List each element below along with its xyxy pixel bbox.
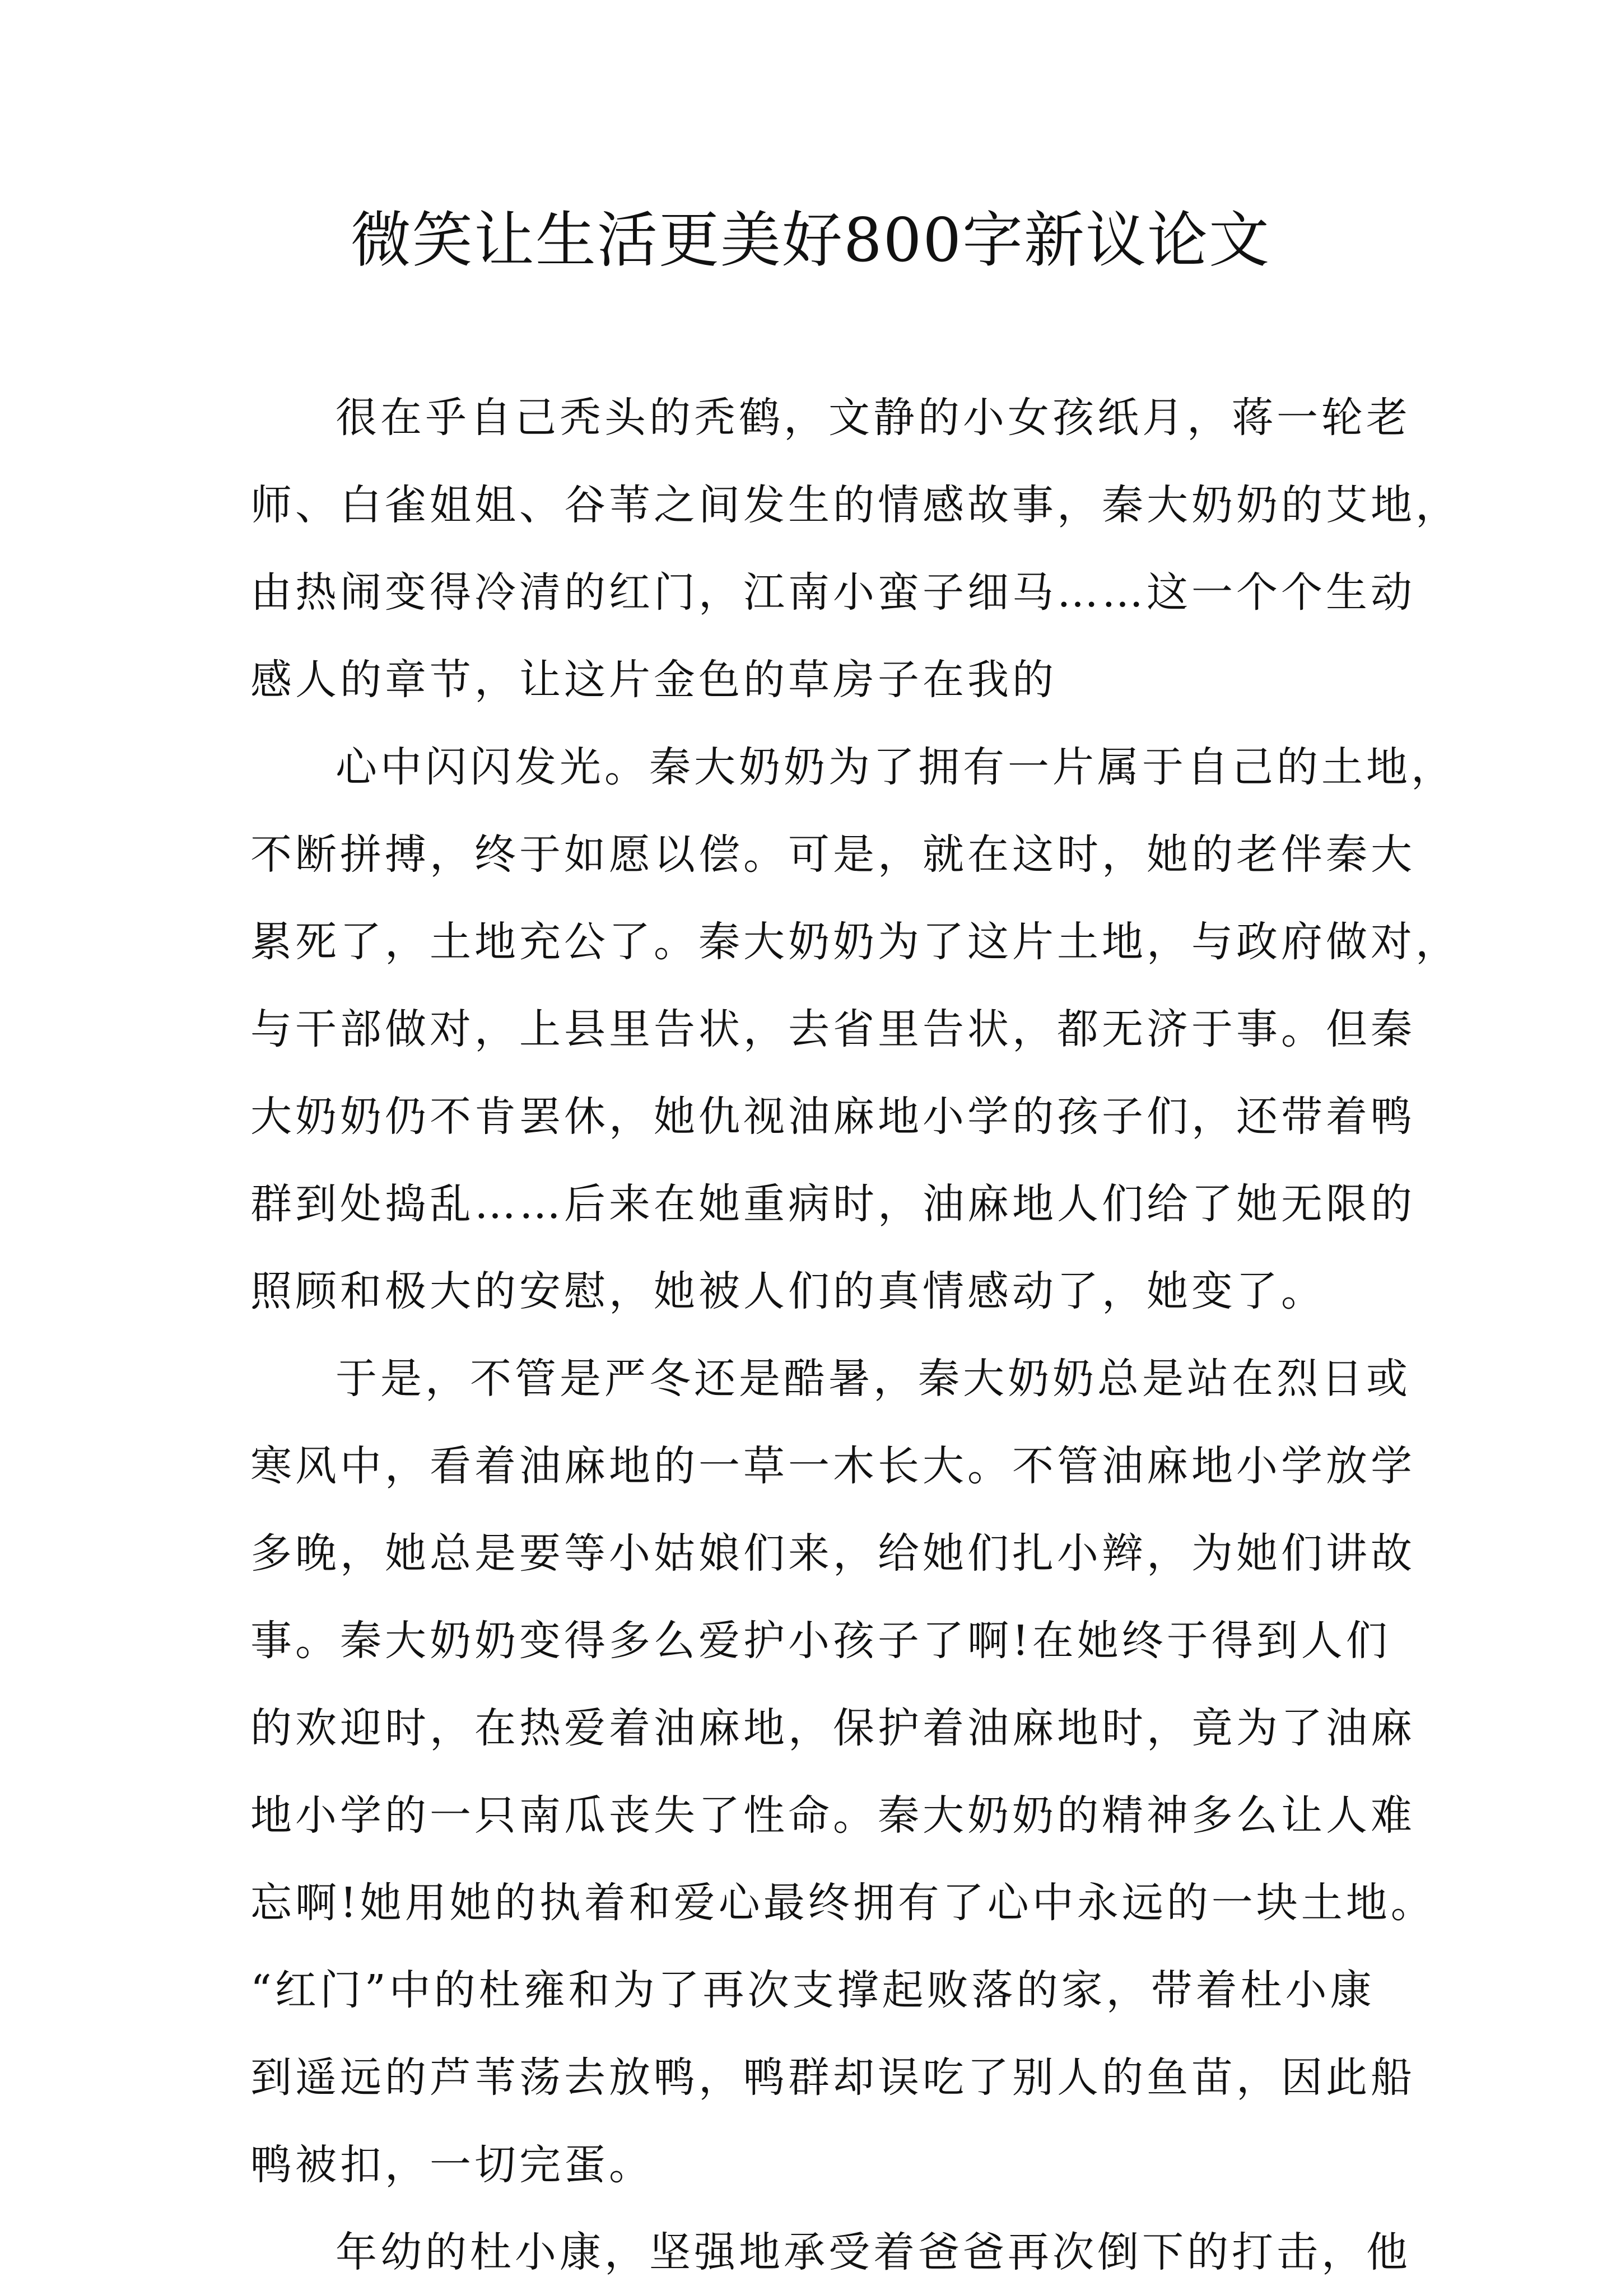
- text-line: 忘啊!她用她的执着和爱心最终拥有了心中永远的一块土地。: [250, 1879, 1436, 1927]
- text-line: 师、白雀姐姐、谷苇之间发生的情感故事，秦大奶奶的艾地，: [250, 481, 1460, 529]
- text-line: 照顾和极大的安慰，她被人们的真情感动了，她变了。: [250, 1267, 1326, 1315]
- document-body: [250, 374, 1460, 2296]
- text-line: 的欢迎时，在热爱着油麻地，保护着油麻地时，竟为了油麻: [250, 1704, 1415, 1752]
- text-line: 很在乎自己秃头的秃鹤，文静的小女孩纸月，蒋一轮老: [336, 394, 1411, 442]
- text-line: 地小学的一只南瓜丧失了性命。秦大奶奶的精神多么让人难: [250, 1791, 1415, 1840]
- text-line: 年幼的杜小康，坚强地承受着爸爸再次倒下的打击，他: [336, 2228, 1411, 2276]
- text-line: 于是，不管是严冬还是酷暑，秦大奶奶总是站在烈日或: [336, 1355, 1411, 1403]
- text-line: 大奶奶仍不肯罢休，她仇视油麻地小学的孩子们，还带着鸭: [250, 1093, 1415, 1141]
- text-line: 由热闹变得冷清的红门，江南小蛮子细马……这一个个生动: [250, 568, 1415, 617]
- text-line: 心中闪闪发光。秦大奶奶为了拥有一片属于自己的土地，: [336, 743, 1456, 791]
- text-line: 感人的章节，让这片金色的草房子在我的: [250, 656, 1057, 704]
- text-line: 不断拼搏，终于如愿以偿。可是，就在这时，她的老伴秦大: [250, 830, 1415, 879]
- text-line: 多晚，她总是要等小姑娘们来，给她们扎小辫，为她们讲故: [250, 1529, 1415, 1578]
- text-line: 与干部做对，上县里告状，去省里告状，都无济于事。但秦: [250, 1005, 1415, 1053]
- text-line: 到遥远的芦苇荡去放鸭，鸭群却误吃了别人的鱼苗，因此船: [250, 2054, 1415, 2102]
- text-line: 累死了，土地充公了。秦大奶奶为了这片土地，与政府做对，: [250, 918, 1460, 966]
- text-line: 鸭被扣，一切完蛋。: [250, 2141, 654, 2189]
- text-line: 群到处捣乱……后来在她重病时，油麻地人们给了她无限的: [250, 1180, 1415, 1228]
- text-line: 事。秦大奶奶变得多么爱护小孩子了啊!在她终于得到人们: [250, 1617, 1391, 1665]
- document-title: 微笑让生活更美好800字新议论文: [350, 206, 1271, 276]
- text-line: 寒风中，看着油麻地的一草一木长大。不管油麻地小学放学: [250, 1442, 1415, 1490]
- text-line: “红门”中的杜雍和为了再次支撑起败落的家，带着杜小康: [250, 1966, 1375, 2014]
